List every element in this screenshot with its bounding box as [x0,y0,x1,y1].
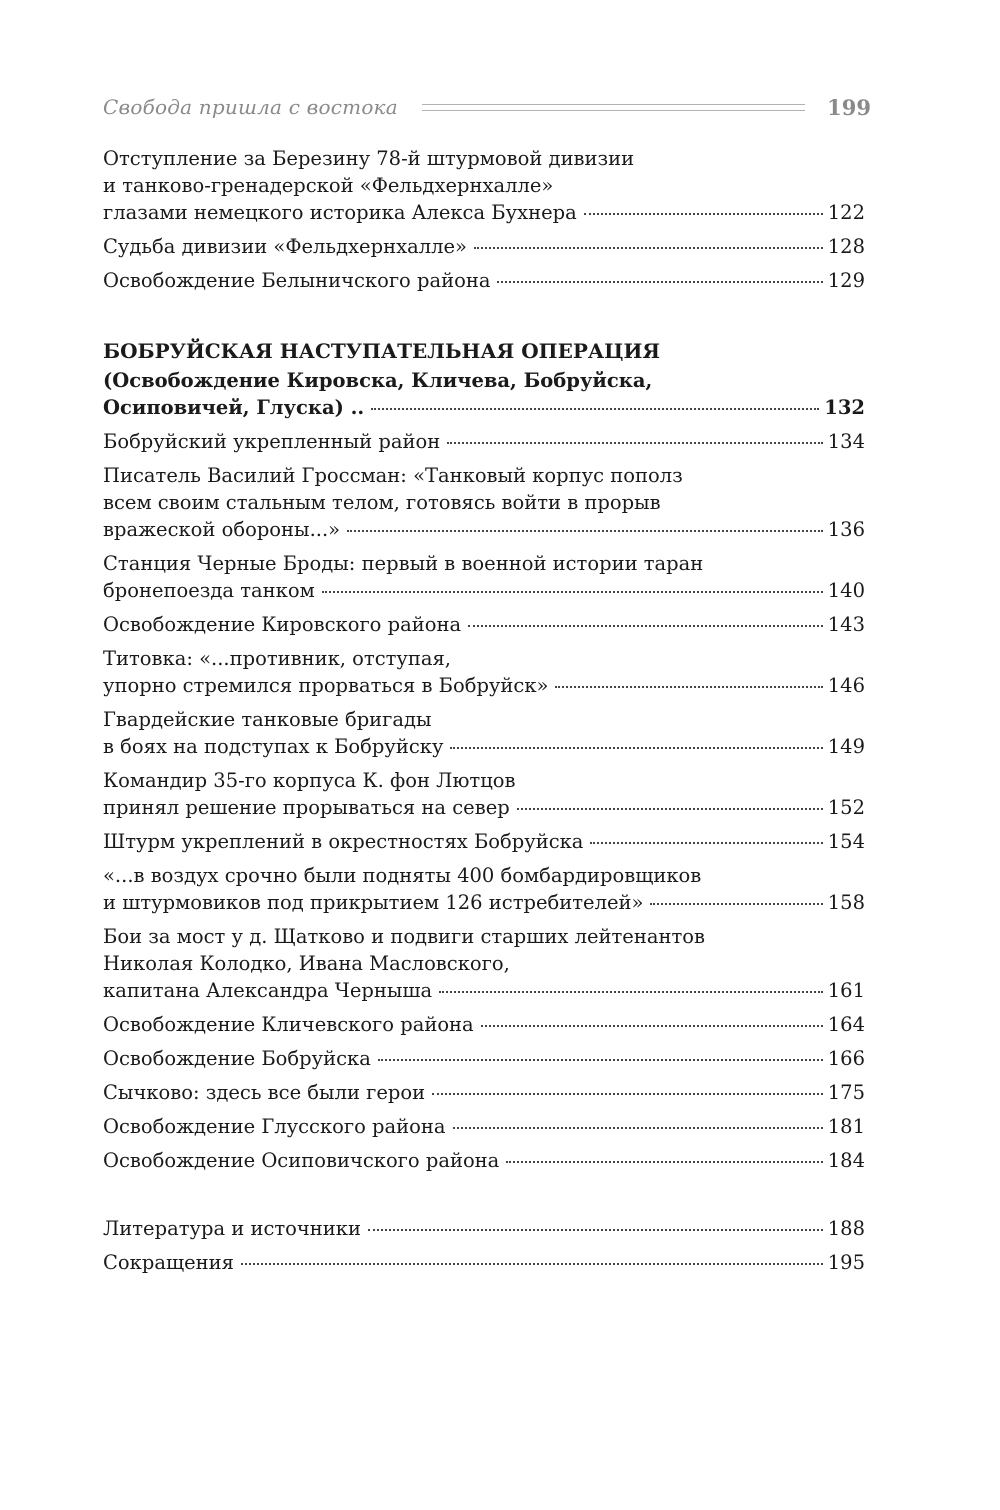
toc-entry-last-line [103,394,865,421]
toc-entry-title-line: Освобождение Белыничского района [103,269,491,292]
dot-leader [447,441,823,444]
toc-page-number: 149 [827,735,865,758]
toc-entry-title-line: Освобождение Глусского района [103,1115,446,1138]
toc-entry [103,1079,865,1106]
toc-page-number: 152 [827,796,865,819]
header-rule [422,104,805,111]
toc-entry-title-line: Освобождение Осиповичского района [103,1149,500,1172]
toc-entry-last-line [103,828,865,855]
toc-entry-last-line [103,199,865,226]
toc-page-number: 181 [827,1115,865,1138]
toc-entry-title-line: Командир 35-го корпуса К. фон Лютцов [103,769,516,792]
running-header [103,90,871,124]
toc-page-number: 195 [827,1251,865,1274]
toc-entry [103,145,865,226]
toc-entry-title-line: Бои за мост у д. Щатково и подвиги старших лейтенантов [103,925,705,948]
running-title: Свобода пришла с востока [103,95,398,119]
toc-entry [103,367,865,421]
toc-entry-last-line [103,233,865,260]
toc-page-number: 140 [827,579,865,602]
dot-leader [474,246,823,249]
toc-page-number: 129 [827,269,865,292]
toc-entry-title-line: Гвардейские танковые бригады [103,708,432,731]
toc-entry [103,428,865,455]
toc-page-number: 166 [827,1047,865,1070]
toc-entry [103,550,865,604]
toc-entry-last-line [103,977,865,1004]
toc-entry-title-line: Штурм укреплений в окрестностях Бобруйска [103,830,584,853]
section-spacer [103,1181,865,1215]
dot-leader [432,1092,823,1095]
toc-entry-last-line [103,1011,865,1038]
dot-leader [497,280,822,283]
dot-leader [241,1262,823,1265]
toc-entry-title-line: принял решение прорываться на север [103,796,510,819]
toc-entry [103,462,865,543]
toc-entry-last-line [103,1079,865,1106]
toc-page-number: 136 [827,518,865,541]
toc-entry-last-line [103,516,865,543]
toc-entry-title-line: и штурмовиков под прикрытием 126 истребителей» [103,891,644,914]
toc-entry-title-line: всем своим стальным телом, готовясь войти в прорыв [103,491,661,514]
toc-entry [103,1147,865,1174]
toc-entry-title-line: глазами немецкого историка Алекса Бухнера [103,201,577,224]
toc-entry-last-line [103,1113,865,1140]
toc-page-number: 188 [827,1217,865,1240]
toc-page-number: 164 [827,1013,865,1036]
dot-leader [506,1160,822,1163]
toc-entry-title-line: Судьба дивизии «Фельдхернхалле» [103,235,467,258]
toc-entry-title-line: Бобруйский укрепленный район [103,430,441,453]
toc-entry [103,862,865,916]
toc-entry-title-line: Станция Черные Броды: первый в военной истории таран [103,552,704,575]
dot-leader [555,685,822,688]
dot-leader [650,902,822,905]
toc-entry-last-line [103,1215,865,1242]
toc-entry-last-line [103,577,865,604]
section-heading: БОБРУЙСКАЯ НАСТУПАТЕЛЬНАЯ ОПЕРАЦИЯ [103,339,661,363]
toc-entry-title-line: Освобождение Бобруйска [103,1047,371,1070]
dot-leader [368,1228,823,1231]
toc-entry-title-line: упорно стремился прорваться в Бобруйск» [103,674,549,697]
toc-entry-last-line [103,672,865,699]
toc-entry-title-line: Писатель Василий Гроссман: «Танковый корпус пополз [103,464,683,487]
toc-page-number: 122 [827,201,865,224]
toc-back-matter [103,1215,865,1276]
toc-entry-title-line: Отступление за Березину 78-й штурмовой дивизии [103,147,635,170]
toc-page-number: 132 [824,396,865,419]
section-lead-entry [103,367,865,421]
toc-entry [103,706,865,760]
toc-entry [103,1249,865,1276]
toc-entry [103,1215,865,1242]
toc-entry-title-line: Освобождение Кличевского района [103,1013,474,1036]
toc-page-number: 161 [827,979,865,1002]
toc-entry-last-line [103,267,865,294]
dot-leader [468,624,823,627]
toc-entry [103,1113,865,1140]
toc-page-number: 184 [827,1149,865,1172]
toc-entry-last-line [103,611,865,638]
dot-leader [584,212,823,215]
toc-section-2 [103,428,865,1174]
dot-leader [590,841,822,844]
toc-entry-title-line: Сычково: здесь все были герои [103,1081,426,1104]
dot-leader [517,807,823,810]
toc-entry-last-line [103,889,865,916]
table-of-contents [103,145,865,1283]
toc-page-number: 158 [827,891,865,914]
toc-entry [103,767,865,821]
toc-entry-title-line: (Освобождение Кировска, Кличева, Бобруйска, [103,369,653,392]
toc-group-1 [103,145,865,294]
toc-page-number: 134 [827,430,865,453]
dot-leader [439,990,823,993]
toc-page-number: 175 [827,1081,865,1104]
dot-leader [347,529,823,532]
toc-entry-title-line: «...в воздух срочно были подняты 400 бомбардировщиков [103,864,702,887]
page-number: 199 [827,94,871,120]
toc-page-number: 146 [827,674,865,697]
toc-entry-last-line [103,794,865,821]
toc-entry-title-line: Литература и источники [103,1217,361,1240]
toc-entry-title-line: Освобождение Кировского района [103,613,462,636]
dot-leader [322,590,823,593]
toc-entry-last-line [103,428,865,455]
toc-entry-last-line [103,733,865,760]
toc-entry-last-line [103,1249,865,1276]
toc-entry [103,611,865,638]
toc-entry-title-line: Титовка: «...противник, отступая, [103,647,452,670]
toc-entry [103,267,865,294]
toc-entry [103,1011,865,1038]
toc-entry [103,645,865,699]
toc-entry-title-line: бронепоезда танком [103,579,315,602]
toc-entry [103,233,865,260]
dot-leader [371,407,819,410]
toc-entry-title-line: Осиповичей, Глуска) .. [103,396,365,419]
toc-entry-title-line: Николая Колодко, Ивана Масловского, [103,952,510,975]
toc-entry-last-line [103,1147,865,1174]
toc-entry [103,923,865,1004]
toc-entry [103,828,865,855]
dot-leader [450,746,822,749]
toc-page-number: 143 [827,613,865,636]
toc-page-number: 154 [827,830,865,853]
dot-leader [481,1024,823,1027]
toc-entry-title-line: в боях на подступах к Бобруйску [103,735,444,758]
dot-leader [378,1058,823,1061]
toc-entry [103,1045,865,1072]
toc-entry-title-line: капитана Александра Черныша [103,979,433,1002]
toc-entry-last-line [103,1045,865,1072]
dot-leader [453,1126,823,1129]
toc-entry-title-line: и танково-гренадерской «Фельдхернхалле» [103,174,554,197]
toc-page-number: 128 [827,235,865,258]
toc-entry-title-line: вражеской обороны...» [103,518,341,541]
toc-entry-title-line: Сокращения [103,1251,234,1274]
